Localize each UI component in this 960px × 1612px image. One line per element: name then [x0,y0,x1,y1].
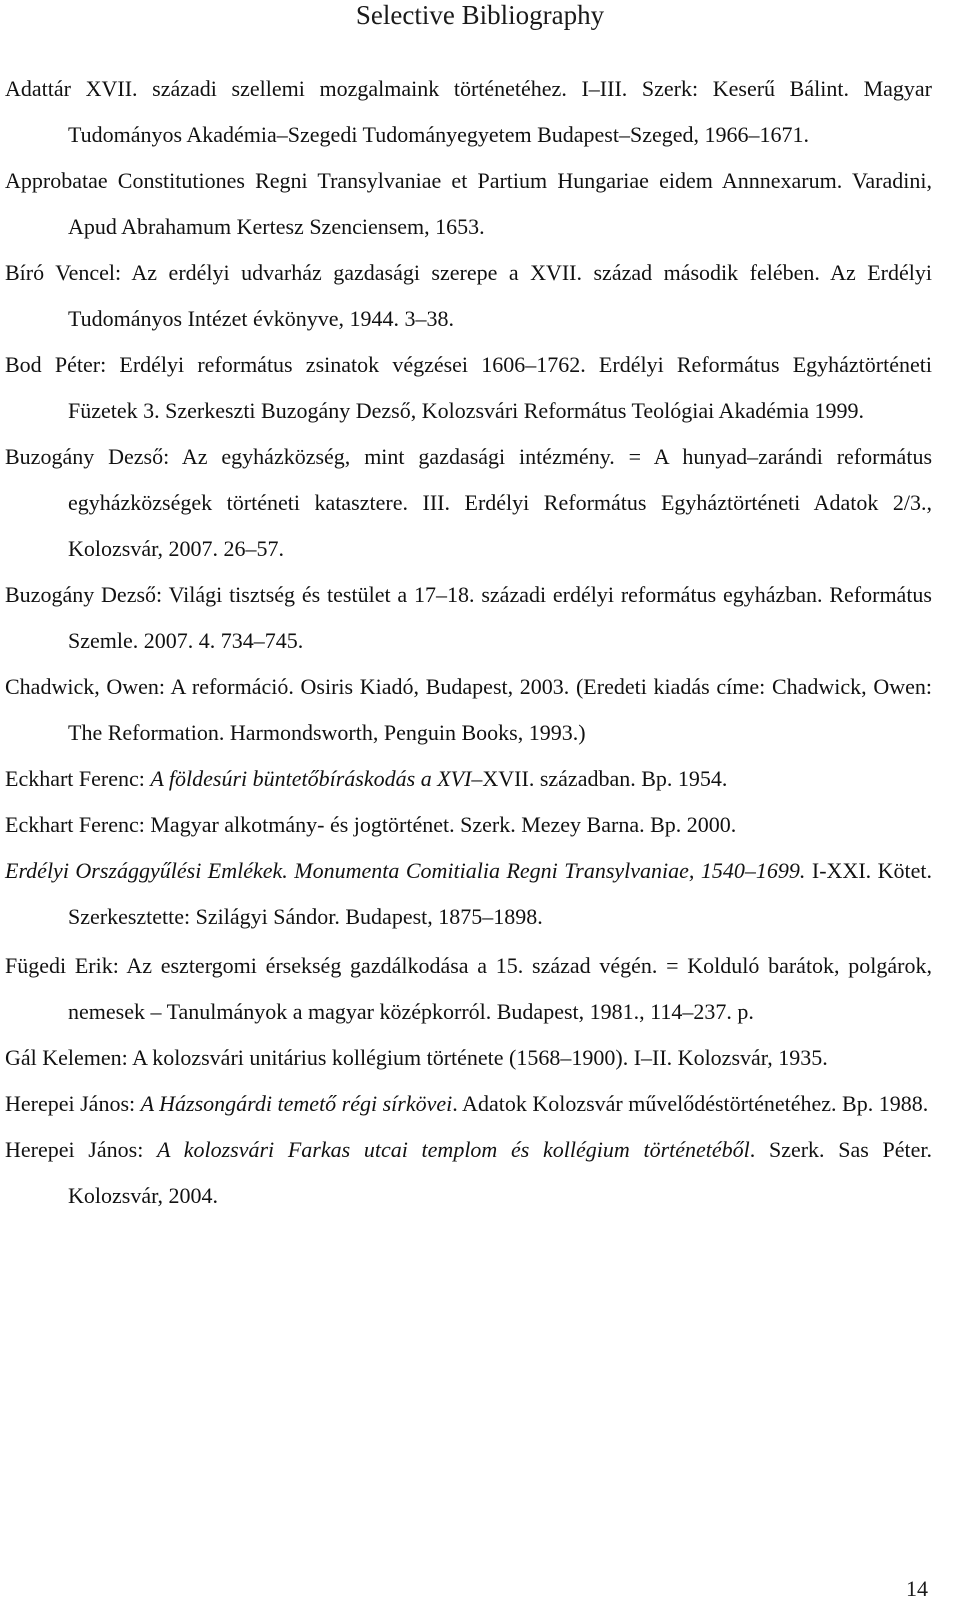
entry-text: Buzogány Dezső: Az egyházközség, mint gazdasági intézmény. = A hunyad–zarándi református egyházközségek történeti katasztere. III. Erdélyi Református Egyháztörténeti Adatok 2/3., Kolozsvár, 2007. 26–57. [5,444,932,561]
entry-title-italic: Erdélyi Országgyűlési Emlékek. Monumenta Comitialia Regni Transylvaniae, 1540–1699. [5,858,806,883]
entry-title-italic: A földesúri büntetőbíráskodás a XVI– [150,766,483,791]
entry-title-italic: A Házsongárdi temető régi sírkövei [140,1091,453,1116]
entry-text: . Adatok Kolozsvár művelődéstörténetéhez. Bp. 1988. [452,1091,929,1116]
entry-title-italic: A kolozsvári Farkas utcai templom és kollégium történetéből [157,1137,750,1162]
entry-text: Eckhart Ferenc: [5,766,151,791]
entry-text: Buzogány Dezső: Világi tisztség és testület a 17–18. századi erdélyi református egyházban. Református Szemle. 2007. 4. 734–745. [5,582,932,653]
bibliography-entry [5,1081,932,1127]
entry-text: Approbatae Constitutiones Regni Transylvaniae et Partium Hungariae eidem Annnexarum. Varadini, Apud Abrahamum Kertesz Szenciensem, 1653. [5,168,932,239]
bibliography-entry [5,250,932,342]
bibliography-entry [5,943,932,1035]
bibliography-entry [5,158,932,250]
entry-text: Herepei János: [5,1137,157,1162]
entry-text: Eckhart Ferenc: Magyar alkotmány- és jogtörténet. Szerk. Mezey Barna. Bp. 2000. [5,812,737,837]
bibliography-entry [5,342,932,434]
page-title: Selective Bibliography [355,0,605,30]
bibliography-entry [5,802,932,848]
bibliography-entry [5,434,932,572]
entry-text: Adattár XVII. századi szellemi mozgalmaink történetéhez. I–III. Szerk: Keserű Bálint. Magyar Tudományos Akadémia–Szegedi Tudományegyetem Budapest–Szeged, 1966–1671. [5,76,932,147]
entry-text: Gál Kelemen: A kolozsvári unitárius kollégium története (1568–1900). I–II. Kolozsvár, 1935. [5,1045,828,1070]
bibliography-entry [5,1127,932,1219]
bibliography-list [5,66,932,1219]
bibliography-entry [5,664,932,756]
entry-text: . Szerk. Sas Péter. Kolozsvár, 2004. [68,1137,932,1208]
bibliography-entry [5,66,932,158]
entry-text: Bod Péter: Erdélyi református zsinatok végzései 1606–1762. Erdélyi Református Egyháztörténeti Füzetek 3. Szerkeszti Buzogány Dezső, Kolozsvári Református Teológiai Akadémia 1999. [5,352,932,423]
page-number: 14 [906,1576,928,1601]
entry-text: Bíró Vencel: Az erdélyi udvarház gazdasági szerepe a XVII. század második felében. Az Erdélyi Tudományos Intézet évkönyve, 1944. 3–38. [5,260,932,331]
bibliography-entry [5,848,932,940]
bibliography-entry [5,756,932,802]
entry-text: Fügedi Erik: Az esztergomi érsekség gazdálkodása a 15. század végén. = Kolduló barátok, polgárok, nemesek – Tanulmányok a magyar középkorról. Budapest, 1981., 114–237. p. [5,953,932,1024]
bibliography-entry [5,572,932,664]
entry-text: XVII. században. Bp. 1954. [482,766,728,791]
entry-text: Chadwick, Owen: A reformáció. Osiris Kiadó, Budapest, 2003. (Eredeti kiadás címe: Chadwick, Owen: The Reformation. Harmondsworth, Penguin Books, 1993.) [5,674,932,745]
bibliography-entry [5,1035,932,1081]
entry-text: Herepei János: [5,1091,141,1116]
entry-text: I-XXI. Kötet. Szerkesztette: Szilágyi Sándor. Budapest, 1875–1898. [68,858,933,929]
